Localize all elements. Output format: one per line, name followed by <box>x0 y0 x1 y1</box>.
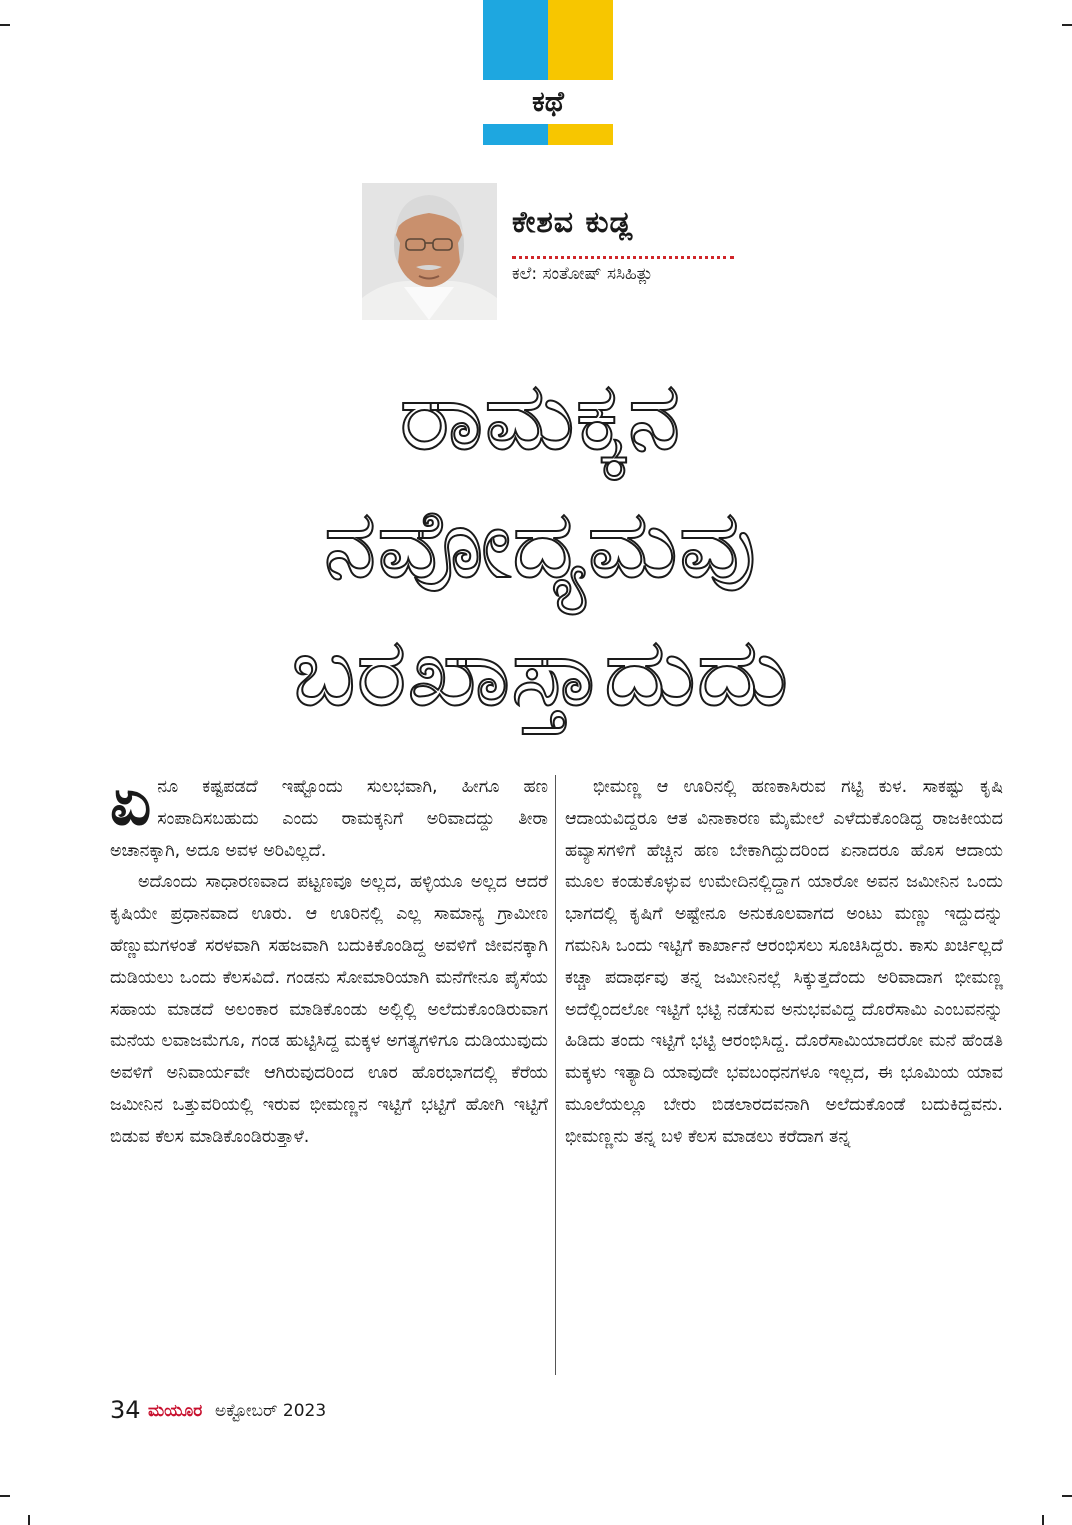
section-tab <box>483 0 613 145</box>
paragraph: ಅದೊಂದು ಸಾಧಾರಣವಾದ ಪಟ್ಟಣವೂ ಅಲ್ಲದ, ಹಳ್ಳಿಯೂ ಅಲ್ಲದ ಆದರೆ ಕೃಷಿಯೇ ಪ್ರಧಾನವಾದ ಊರು. ಆ ಊರಿನಲ್ಲಿ ಎಲ್ಲ ಸಾಮಾನ್ಯ ಗ್ರಾಮೀಣ ಹೆಣ್ಣುಮಗಳಂತೆ ಸರಳವಾಗಿ ಸಹಜವಾಗಿ ಬದುಕಿಕೊಂಡಿದ್ದ ಅವಳಿಗೆ ಜೀವನಕ್ಕಾಗಿ ದುಡಿಯಲು ಒಂದು ಕೆಲಸವಿದೆ. ಗಂಡನು ಸೋಮಾರಿಯಾಗಿ ಮನೆಗೇನೂ ಪೈಸೆಯ ಸಹಾಯ ಮಾಡದೆ ಅಲಂಕಾರ ಮಾಡಿಕೊಂಡು ಅಲ್ಲಿಲ್ಲಿ ಅಲೆದುಕೊಂಡಿರುವಾಗ ಮನೆಯ ಲವಾಜಮೆಗೂ, ಗಂಡ ಹುಟ್ಟಿಸಿದ್ದ ಮಕ್ಕಳ ಅಗತ್ಯಗಳಿಗೂ ದುಡಿಯುವುದು ಅವಳಿಗೆ ಅನಿವಾರ್ಯವೇ ಆಗಿರುವುದರಿಂದ ಊರ ಹೊರಭಾಗದಲ್ಲಿ ಕೆರೆಯ ಜಮೀನಿನ ಒತ್ತುವರಿಯಲ್ಲಿ ಇರುವ ಭೀಮಣ್ಣನ ಇಟ್ಟಿಗೆ ಭಟ್ಟಿಗೆ ಹೋಗಿ ಇಟ್ಟಿಗೆ ಬಿಡುವ ಕೆಲಸ ಮಾಡಿಕೊಂಡಿರುತ್ತಾಳೆ. <box>110 872 548 1147</box>
tab-yellow-block <box>548 0 613 80</box>
tab-blue-block <box>483 0 548 80</box>
issue-date: ಅಕ್ಟೋಬರ್ 2023 <box>215 1401 327 1421</box>
drop-cap: ಏ <box>110 766 152 840</box>
body-column-left <box>110 766 548 1154</box>
author-portrait-icon <box>362 183 497 320</box>
author-photo <box>362 183 497 320</box>
crop-mark <box>0 1495 10 1497</box>
paragraph: ಭೀಮಣ್ಣ ಆ ಊರಿನಲ್ಲಿ ಹಣಕಾಸಿರುವ ಗಟ್ಟಿ ಕುಳ. ಸಾಕಷ್ಟು ಕೃಷಿ ಆದಾಯವಿದ್ದರೂ ಆತ ವಿನಾಕಾರಣ ಮೈಮೇಲೆ ಎಳೆದುಕೊಂಡಿದ್ದ ರಾಜಕೀಯದ ಹವ್ಯಾಸಗಳಿಗೆ ಹೆಚ್ಚಿನ ಹಣ ಬೇಕಾಗಿದ್ದುದರಿಂದ ಏನಾದರೂ ಹೊಸ ಆದಾಯ ಮೂಲ ಕಂಡುಕೊಳ್ಳುವ ಉಮೇದಿನಲ್ಲಿದ್ದಾಗ ಯಾರೋ ಅವನ ಜಮೀನಿನ ಒಂದು ಭಾಗದಲ್ಲಿ ಕೃಷಿಗೆ ಅಷ್ಟೇನೂ ಅನುಕೂಲವಾಗದ ಅಂಟು ಮಣ್ಣು ಇದ್ದುದನ್ನು ಗಮನಿಸಿ ಒಂದು ಇಟ್ಟಿಗೆ ಕಾರ್ಖಾನೆ ಆರಂಭಿಸಲು ಸೂಚಿಸಿದ್ದರು. ಕಾಸು ಖರ್ಚಿಲ್ಲದೆ ಕಚ್ಚಾ ಪದಾರ್ಥವು ತನ್ನ ಜಮೀನಿನಲ್ಲೆ ಸಿಕ್ಕುತ್ತದೆಂದು ಅರಿವಾದಾಗ ಭೀಮಣ್ಣ ಅದೆಲ್ಲಿಂದಲೋ ಇಟ್ಟಿಗೆ ಭಟ್ಟಿ ನಡೆಸುವ ಅನುಭವವಿದ್ದ ದೊರೆಸಾಮಿ ಎಂಬವನನ್ನು ಹಿಡಿದು ತಂದು ಇಟ್ಟಿಗೆ ಭಟ್ಟಿ ಆರಂಭಿಸಿದ್ದ. ದೊರೆಸಾಮಿಯಾದರೋ ಮನೆ ಹೆಂಡತಿ ಮಕ್ಕಳು ಇತ್ಯಾದಿ ಯಾವುದೇ ಭವಬಂಧನಗಳೂ ಇಲ್ಲದ, ಈ ಭೂಮಿಯ ಯಾವ ಮೂಲೆಯಲ್ಲೂ ಬೇರು ಬಿಡಲಾರದವನಾಗಿ ಅಲೆದುಕೊಂಡೆ ಬದುಕಿದ್ದವನು. ಭೀಮಣ್ಣನು ತನ್ನ ಬಳಿ ಕೆಲಸ ಮಾಡಲು ಕರೆದಾಗ ತನ್ನ <box>565 777 1003 1147</box>
tab-blue-block <box>483 124 548 145</box>
title-line: ರಾಮಕ್ಕನ <box>399 360 681 472</box>
illustrator-credit: ಕಲೆ: ಸಂತೋಷ್ ಸಸಿಹಿತ್ಲು <box>512 264 654 284</box>
crop-mark <box>28 1515 30 1525</box>
crop-mark <box>0 24 10 26</box>
publication-logo: ಮಯೂರ <box>148 1401 203 1421</box>
tab-yellow-block <box>548 124 613 145</box>
crop-mark <box>1062 1495 1072 1497</box>
title-line: ಬರಖಾಸ್ತಾದುದು <box>291 616 789 728</box>
body-column-right <box>565 772 1003 1154</box>
story-title <box>140 352 940 736</box>
author-divider <box>512 256 734 259</box>
author-name: ಕೇಶವ ಕುಡ್ಲ <box>512 205 634 240</box>
crop-mark <box>1042 1515 1044 1525</box>
column-divider <box>555 775 556 1375</box>
paragraph-text: ನೂ ಕಷ್ಟಪಡದೆ ಇಷ್ಟೊಂದು ಸುಲಭವಾಗಿ, ಹೀಗೂ ಹಣ ಸಂಪಾದಿಸಬಹುದು ಎಂದು ರಾಮಕ್ಕನಿಗೆ ಅರಿವಾದದ್ದು ತೀರಾ ಅಚಾನಕ್ಕಾಗಿ, ಅದೂ ಅವಳ ಅರಿವಿಲ್ಲದೆ. <box>110 777 548 861</box>
section-label: ಕಥೆ <box>532 85 564 118</box>
title-line: ನವೋದ್ಯಮವು <box>323 488 757 600</box>
paragraph <box>110 766 548 867</box>
crop-mark <box>1062 24 1072 26</box>
page-number: 34 <box>110 1396 141 1424</box>
